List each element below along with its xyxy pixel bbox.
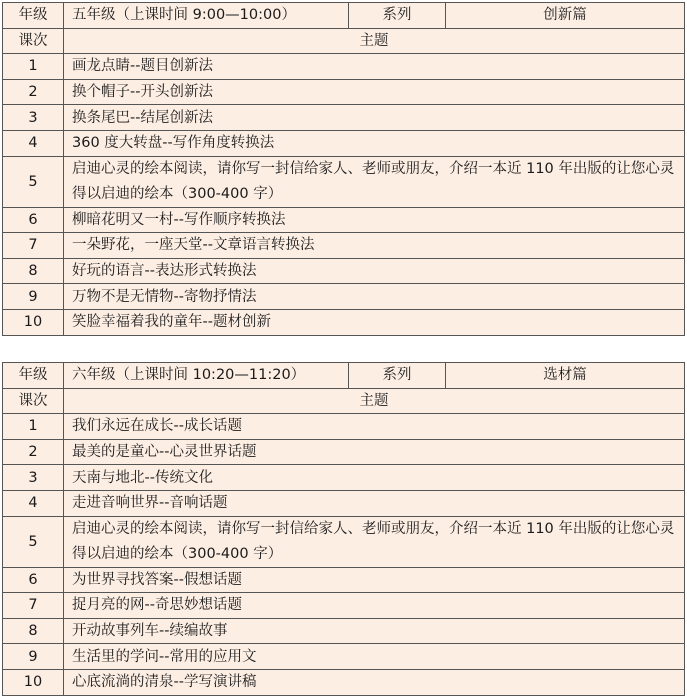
lesson-number: 5 bbox=[3, 156, 64, 207]
table-row bbox=[3, 258, 685, 284]
topic-label: 主题 bbox=[64, 388, 685, 414]
lesson-topic: 好玩的语言--表达形式转换法 bbox=[64, 258, 685, 284]
lesson-number: 8 bbox=[3, 258, 64, 284]
table-row bbox=[3, 516, 685, 567]
table-row bbox=[3, 644, 685, 670]
table-row bbox=[3, 567, 685, 593]
lesson-label: 课次 bbox=[3, 28, 64, 54]
lesson-number: 2 bbox=[3, 439, 64, 465]
lesson-number: 8 bbox=[3, 618, 64, 644]
table-row bbox=[3, 233, 685, 259]
lesson-number: 10 bbox=[3, 669, 64, 695]
table-row bbox=[3, 79, 685, 105]
lesson-number: 6 bbox=[3, 207, 64, 233]
lesson-topic: 开动故事列车--续编故事 bbox=[64, 618, 685, 644]
column-header-row bbox=[3, 388, 685, 414]
lesson-topic: 天南与地北--传统文化 bbox=[64, 465, 685, 491]
header-row bbox=[3, 3, 685, 29]
grade6-schedule-table bbox=[2, 362, 685, 696]
lesson-topic: 捉月亮的网--奇思妙想话题 bbox=[64, 593, 685, 619]
grade5-schedule-table bbox=[2, 2, 685, 336]
lesson-number: 4 bbox=[3, 130, 64, 156]
lesson-topic: 启迪心灵的绘本阅读，请你写一封信给家人、老师或朋友，介绍一本近 110 年出版的让您心灵得以启迪的绘本（300-400 字） bbox=[64, 156, 685, 207]
lesson-topic: 一朵野花，一座天堂--文章语言转换法 bbox=[64, 233, 685, 259]
lesson-topic: 360 度大转盘--写作角度转换法 bbox=[64, 130, 685, 156]
lesson-number: 2 bbox=[3, 79, 64, 105]
series-value: 选材篇 bbox=[446, 363, 685, 389]
lesson-number: 9 bbox=[3, 284, 64, 310]
lesson-number: 5 bbox=[3, 516, 64, 567]
lesson-topic: 生活里的学问--常用的应用文 bbox=[64, 644, 685, 670]
grade-info: 五年级（上课时间 9:00—10:00） bbox=[64, 3, 349, 29]
table-row bbox=[3, 593, 685, 619]
lesson-number: 1 bbox=[3, 54, 64, 80]
lesson-number: 3 bbox=[3, 105, 64, 131]
table-row bbox=[3, 309, 685, 335]
table-row bbox=[3, 105, 685, 131]
table-row bbox=[3, 130, 685, 156]
lesson-number: 10 bbox=[3, 309, 64, 335]
series-label: 系列 bbox=[349, 3, 446, 29]
lesson-topic: 为世界寻找答案--假想话题 bbox=[64, 567, 685, 593]
table-row bbox=[3, 465, 685, 491]
lesson-number: 9 bbox=[3, 644, 64, 670]
lesson-topic: 走进音响世界--音响话题 bbox=[64, 490, 685, 516]
table-row bbox=[3, 490, 685, 516]
lesson-number: 1 bbox=[3, 414, 64, 440]
series-value: 创新篇 bbox=[446, 3, 685, 29]
series-label: 系列 bbox=[349, 363, 446, 389]
lesson-topic: 心底流淌的清泉--学写演讲稿 bbox=[64, 669, 685, 695]
lesson-number: 3 bbox=[3, 465, 64, 491]
lesson-topic: 启迪心灵的绘本阅读，请你写一封信给家人、老师或朋友，介绍一本近 110 年出版的让您心灵得以启迪的绘本（300-400 字） bbox=[64, 516, 685, 567]
lesson-topic: 柳暗花明又一村--写作顺序转换法 bbox=[64, 207, 685, 233]
lesson-number: 4 bbox=[3, 490, 64, 516]
table-row bbox=[3, 669, 685, 695]
table-row bbox=[3, 207, 685, 233]
table-row bbox=[3, 618, 685, 644]
lesson-number: 6 bbox=[3, 567, 64, 593]
lesson-topic: 换条尾巴--结尾创新法 bbox=[64, 105, 685, 131]
table-row bbox=[3, 54, 685, 80]
table-row bbox=[3, 156, 685, 207]
lesson-topic: 万物不是无情物--寄物抒情法 bbox=[64, 284, 685, 310]
header-row bbox=[3, 363, 685, 389]
grade-label: 年级 bbox=[3, 363, 64, 389]
lesson-topic: 换个帽子--开头创新法 bbox=[64, 79, 685, 105]
lesson-topic: 我们永远在成长--成长话题 bbox=[64, 414, 685, 440]
lesson-topic: 最美的是童心--心灵世界话题 bbox=[64, 439, 685, 465]
topic-label: 主题 bbox=[64, 28, 685, 54]
table-row bbox=[3, 414, 685, 440]
grade-info: 六年级（上课时间 10:20—11:20） bbox=[64, 363, 349, 389]
lesson-topic: 画龙点睛--题目创新法 bbox=[64, 54, 685, 80]
grade-label: 年级 bbox=[3, 3, 64, 29]
column-header-row bbox=[3, 28, 685, 54]
lesson-label: 课次 bbox=[3, 388, 64, 414]
table-row bbox=[3, 439, 685, 465]
lesson-topic: 笑脸幸福着我的童年--题材创新 bbox=[64, 309, 685, 335]
table-row bbox=[3, 284, 685, 310]
lesson-number: 7 bbox=[3, 593, 64, 619]
lesson-number: 7 bbox=[3, 233, 64, 259]
